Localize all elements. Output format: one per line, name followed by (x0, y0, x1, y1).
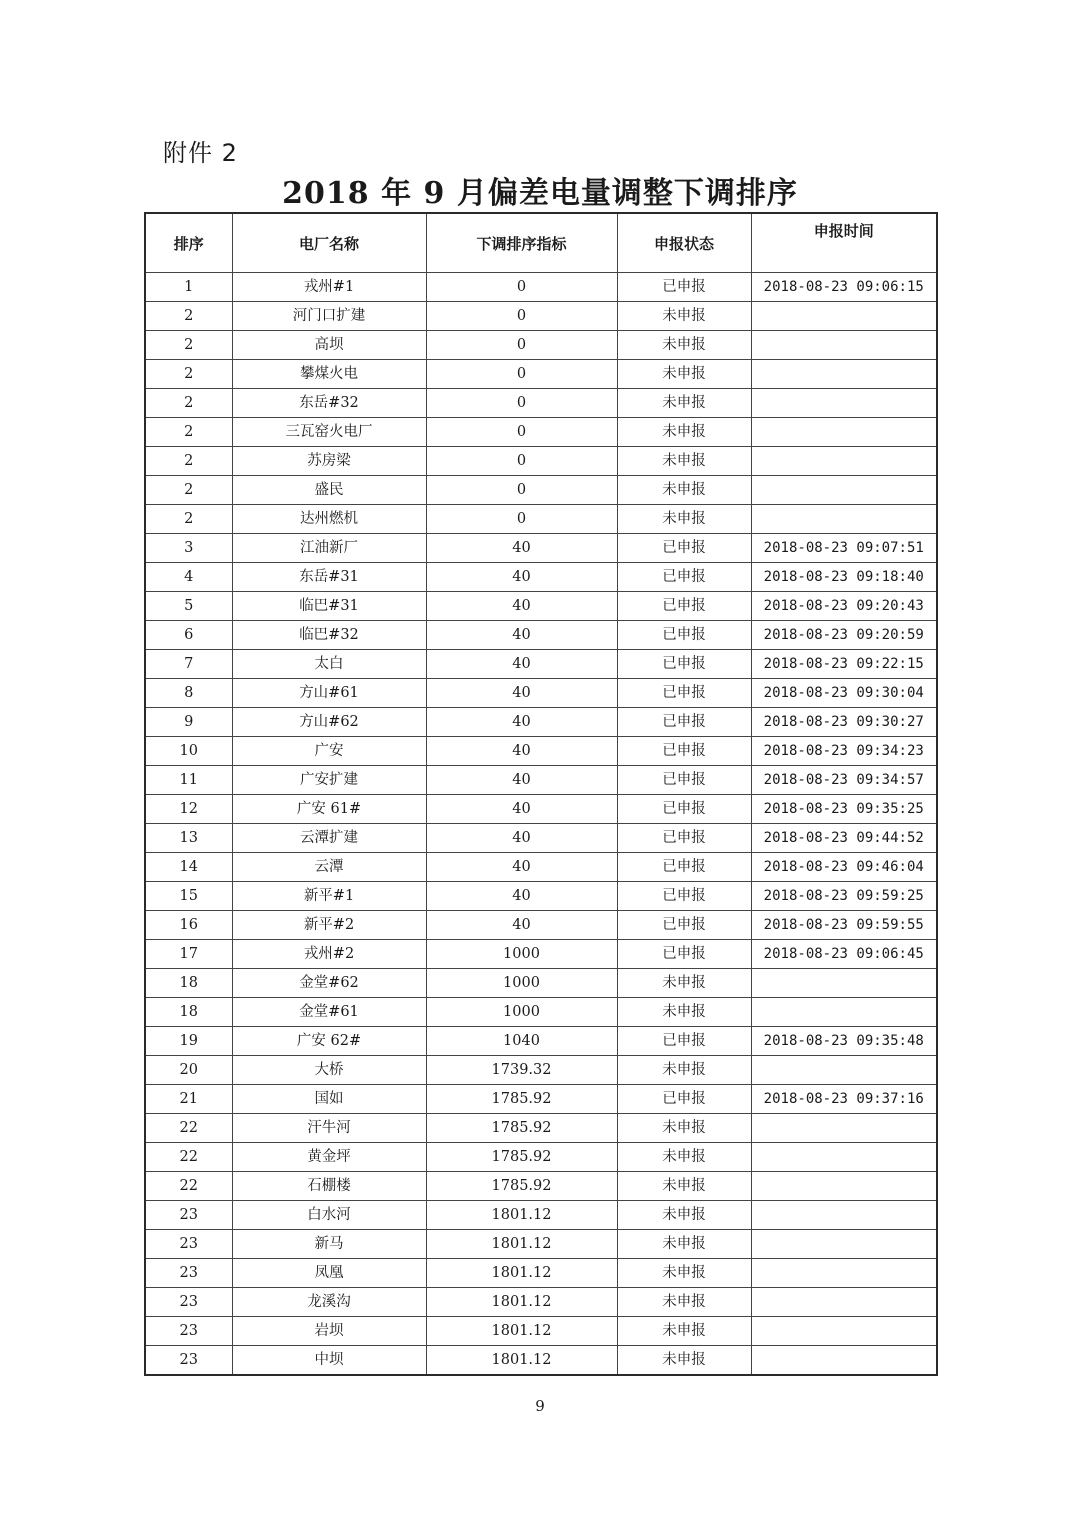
cell-index: 1801.12 (426, 1259, 617, 1288)
cell-status: 已申报 (617, 563, 751, 592)
table-row (145, 621, 937, 650)
cell-status: 未申报 (617, 998, 751, 1027)
table-row (145, 998, 937, 1027)
cell-index: 40 (426, 563, 617, 592)
cell-index: 0 (426, 418, 617, 447)
ranking-table (144, 212, 938, 1376)
cell-index: 1801.12 (426, 1346, 617, 1376)
cell-rank: 19 (145, 1027, 232, 1056)
cell-time: 2018-08-23 09:35:25 (751, 795, 937, 824)
table-row (145, 1172, 937, 1201)
cell-time (751, 1114, 937, 1143)
cell-status: 未申报 (617, 418, 751, 447)
cell-time: 2018-08-23 09:59:55 (751, 911, 937, 940)
table-row (145, 592, 937, 621)
cell-index: 1785.92 (426, 1085, 617, 1114)
cell-time: 2018-08-23 09:20:43 (751, 592, 937, 621)
cell-status: 未申报 (617, 1288, 751, 1317)
table-row (145, 505, 937, 534)
cell-plant-name: 临巴#31 (232, 592, 426, 621)
cell-index: 40 (426, 679, 617, 708)
cell-plant-name: 广安扩建 (232, 766, 426, 795)
cell-time: 2018-08-23 09:06:45 (751, 940, 937, 969)
cell-status: 已申报 (617, 592, 751, 621)
cell-index: 40 (426, 911, 617, 940)
cell-rank: 12 (145, 795, 232, 824)
cell-index: 40 (426, 650, 617, 679)
cell-plant-name: 金堂#62 (232, 969, 426, 998)
cell-time (751, 418, 937, 447)
cell-index: 0 (426, 389, 617, 418)
cell-plant-name: 广安 61# (232, 795, 426, 824)
cell-plant-name: 新马 (232, 1230, 426, 1259)
cell-rank: 10 (145, 737, 232, 766)
cell-index: 1000 (426, 940, 617, 969)
cell-plant-name: 新平#1 (232, 882, 426, 911)
cell-plant-name: 方山#62 (232, 708, 426, 737)
cell-rank: 9 (145, 708, 232, 737)
cell-plant-name: 苏房梁 (232, 447, 426, 476)
cell-time (751, 1259, 937, 1288)
column-header-status: 申报状态 (617, 213, 751, 273)
cell-index: 1801.12 (426, 1230, 617, 1259)
cell-time (751, 1201, 937, 1230)
cell-index: 40 (426, 737, 617, 766)
cell-plant-name: 三瓦窑火电厂 (232, 418, 426, 447)
cell-rank: 2 (145, 389, 232, 418)
cell-plant-name: 大桥 (232, 1056, 426, 1085)
column-header-time: 申报时间 (751, 213, 937, 273)
cell-time: 2018-08-23 09:35:48 (751, 1027, 937, 1056)
table-row (145, 737, 937, 766)
cell-index: 0 (426, 447, 617, 476)
cell-status: 已申报 (617, 708, 751, 737)
cell-rank: 23 (145, 1346, 232, 1376)
cell-index: 1739.32 (426, 1056, 617, 1085)
cell-plant-name: 岩坝 (232, 1317, 426, 1346)
cell-status: 未申报 (617, 1346, 751, 1376)
cell-time: 2018-08-23 09:37:16 (751, 1085, 937, 1114)
cell-index: 40 (426, 795, 617, 824)
cell-status: 未申报 (617, 476, 751, 505)
table-row (145, 650, 937, 679)
cell-time: 2018-08-23 09:20:59 (751, 621, 937, 650)
table-row (145, 360, 937, 389)
cell-plant-name: 龙溪沟 (232, 1288, 426, 1317)
table-row (145, 969, 937, 998)
cell-time (751, 447, 937, 476)
cell-time (751, 331, 937, 360)
table-row (145, 824, 937, 853)
cell-status: 已申报 (617, 650, 751, 679)
table-row (145, 1317, 937, 1346)
cell-time: 2018-08-23 09:07:51 (751, 534, 937, 563)
cell-rank: 2 (145, 505, 232, 534)
cell-rank: 14 (145, 853, 232, 882)
cell-rank: 20 (145, 1056, 232, 1085)
cell-plant-name: 广安 62# (232, 1027, 426, 1056)
cell-time (751, 1346, 937, 1376)
cell-status: 已申报 (617, 911, 751, 940)
cell-rank: 22 (145, 1172, 232, 1201)
cell-rank: 23 (145, 1317, 232, 1346)
table-row (145, 940, 937, 969)
cell-time: 2018-08-23 09:22:15 (751, 650, 937, 679)
page-number: 9 (535, 1397, 545, 1415)
cell-status: 未申报 (617, 1172, 751, 1201)
cell-plant-name: 国如 (232, 1085, 426, 1114)
table-row (145, 476, 937, 505)
cell-time (751, 1056, 937, 1085)
cell-index: 0 (426, 360, 617, 389)
cell-plant-name: 中坝 (232, 1346, 426, 1376)
cell-index: 40 (426, 882, 617, 911)
cell-rank: 8 (145, 679, 232, 708)
cell-time: 2018-08-23 09:59:25 (751, 882, 937, 911)
cell-index: 0 (426, 505, 617, 534)
cell-plant-name: 高坝 (232, 331, 426, 360)
cell-time: 2018-08-23 09:34:23 (751, 737, 937, 766)
cell-time: 2018-08-23 09:34:57 (751, 766, 937, 795)
cell-status: 已申报 (617, 1085, 751, 1114)
cell-rank: 13 (145, 824, 232, 853)
cell-index: 1785.92 (426, 1143, 617, 1172)
column-header-index: 下调排序指标 (426, 213, 617, 273)
cell-plant-name: 黄金坪 (232, 1143, 426, 1172)
column-header-rank: 排序 (145, 213, 232, 273)
cell-status: 已申报 (617, 795, 751, 824)
cell-plant-name: 江油新厂 (232, 534, 426, 563)
cell-index: 40 (426, 708, 617, 737)
cell-index: 0 (426, 273, 617, 302)
cell-status: 未申报 (617, 331, 751, 360)
table-row (145, 1085, 937, 1114)
cell-rank: 4 (145, 563, 232, 592)
cell-rank: 2 (145, 447, 232, 476)
cell-status: 已申报 (617, 621, 751, 650)
cell-time (751, 1230, 937, 1259)
cell-rank: 2 (145, 476, 232, 505)
cell-rank: 21 (145, 1085, 232, 1114)
table-row (145, 1346, 937, 1376)
table-row (145, 766, 937, 795)
table-row (145, 853, 937, 882)
table-row (145, 447, 937, 476)
cell-index: 40 (426, 534, 617, 563)
cell-index: 1785.92 (426, 1172, 617, 1201)
cell-status: 未申报 (617, 447, 751, 476)
column-header-plant-name: 电厂名称 (232, 213, 426, 273)
cell-rank: 2 (145, 302, 232, 331)
cell-index: 40 (426, 853, 617, 882)
cell-index: 40 (426, 766, 617, 795)
cell-rank: 7 (145, 650, 232, 679)
cell-index: 1000 (426, 969, 617, 998)
cell-rank: 11 (145, 766, 232, 795)
cell-status: 未申报 (617, 360, 751, 389)
cell-index: 0 (426, 331, 617, 360)
cell-status: 未申报 (617, 1317, 751, 1346)
table-row (145, 1230, 937, 1259)
table-row (145, 795, 937, 824)
cell-time (751, 969, 937, 998)
table-row (145, 273, 937, 302)
cell-time (751, 998, 937, 1027)
cell-status: 已申报 (617, 679, 751, 708)
cell-rank: 1 (145, 273, 232, 302)
cell-status: 已申报 (617, 534, 751, 563)
cell-rank: 22 (145, 1114, 232, 1143)
cell-plant-name: 河门口扩建 (232, 302, 426, 331)
cell-time (751, 1317, 937, 1346)
cell-status: 已申报 (617, 940, 751, 969)
cell-status: 已申报 (617, 882, 751, 911)
cell-rank: 2 (145, 418, 232, 447)
cell-time: 2018-08-23 09:30:27 (751, 708, 937, 737)
cell-plant-name: 汗牛河 (232, 1114, 426, 1143)
cell-time: 2018-08-23 09:30:04 (751, 679, 937, 708)
cell-status: 未申报 (617, 1259, 751, 1288)
cell-time (751, 302, 937, 331)
table-row (145, 563, 937, 592)
cell-rank: 23 (145, 1259, 232, 1288)
cell-time (751, 1288, 937, 1317)
cell-plant-name: 戎州#2 (232, 940, 426, 969)
cell-time: 2018-08-23 09:06:15 (751, 273, 937, 302)
table-row (145, 331, 937, 360)
cell-status: 未申报 (617, 1230, 751, 1259)
cell-status: 未申报 (617, 1201, 751, 1230)
cell-status: 未申报 (617, 969, 751, 998)
cell-time (751, 1172, 937, 1201)
cell-rank: 18 (145, 969, 232, 998)
cell-status: 未申报 (617, 389, 751, 418)
cell-rank: 23 (145, 1288, 232, 1317)
table-row (145, 708, 937, 737)
cell-status: 已申报 (617, 824, 751, 853)
cell-index: 1000 (426, 998, 617, 1027)
cell-rank: 15 (145, 882, 232, 911)
table-row (145, 1201, 937, 1230)
cell-status: 未申报 (617, 1143, 751, 1172)
cell-rank: 18 (145, 998, 232, 1027)
table-row (145, 389, 937, 418)
cell-plant-name: 盛民 (232, 476, 426, 505)
cell-plant-name: 东岳#32 (232, 389, 426, 418)
cell-index: 1801.12 (426, 1288, 617, 1317)
table-row (145, 679, 937, 708)
cell-rank: 3 (145, 534, 232, 563)
cell-time: 2018-08-23 09:18:40 (751, 563, 937, 592)
table-row (145, 1143, 937, 1172)
cell-rank: 23 (145, 1230, 232, 1259)
cell-rank: 2 (145, 331, 232, 360)
cell-plant-name: 白水河 (232, 1201, 426, 1230)
cell-plant-name: 石棚楼 (232, 1172, 426, 1201)
cell-status: 未申报 (617, 1056, 751, 1085)
page-title: 2018 年 9 月偏差电量调整下调排序 (282, 176, 798, 211)
cell-index: 0 (426, 476, 617, 505)
table-row (145, 418, 937, 447)
cell-plant-name: 东岳#31 (232, 563, 426, 592)
cell-rank: 2 (145, 360, 232, 389)
table-row (145, 1114, 937, 1143)
cell-rank: 6 (145, 621, 232, 650)
table-row (145, 1056, 937, 1085)
attachment-label: 附件 2 (163, 139, 238, 167)
cell-plant-name: 攀煤火电 (232, 360, 426, 389)
cell-plant-name: 达州燃机 (232, 505, 426, 534)
cell-plant-name: 临巴#32 (232, 621, 426, 650)
table-header-row (145, 213, 937, 273)
cell-rank: 23 (145, 1201, 232, 1230)
table-row (145, 911, 937, 940)
table-row (145, 1027, 937, 1056)
cell-status: 已申报 (617, 853, 751, 882)
cell-rank: 17 (145, 940, 232, 969)
cell-index: 1801.12 (426, 1317, 617, 1346)
cell-rank: 5 (145, 592, 232, 621)
table-row (145, 302, 937, 331)
cell-index: 40 (426, 621, 617, 650)
cell-plant-name: 新平#2 (232, 911, 426, 940)
cell-index: 40 (426, 592, 617, 621)
cell-index: 40 (426, 824, 617, 853)
cell-rank: 22 (145, 1143, 232, 1172)
table-row (145, 1288, 937, 1317)
cell-status: 未申报 (617, 1114, 751, 1143)
cell-plant-name: 方山#61 (232, 679, 426, 708)
cell-status: 未申报 (617, 505, 751, 534)
table-row (145, 1259, 937, 1288)
cell-plant-name: 戎州#1 (232, 273, 426, 302)
cell-index: 1040 (426, 1027, 617, 1056)
cell-plant-name: 太白 (232, 650, 426, 679)
cell-time (751, 360, 937, 389)
table-row (145, 882, 937, 911)
cell-status: 已申报 (617, 1027, 751, 1056)
cell-index: 1785.92 (426, 1114, 617, 1143)
cell-status: 已申报 (617, 766, 751, 795)
cell-status: 已申报 (617, 273, 751, 302)
cell-time: 2018-08-23 09:44:52 (751, 824, 937, 853)
cell-plant-name: 云潭 (232, 853, 426, 882)
cell-index: 0 (426, 302, 617, 331)
cell-plant-name: 凤凰 (232, 1259, 426, 1288)
table-body (145, 273, 937, 1376)
cell-time (751, 505, 937, 534)
cell-plant-name: 金堂#61 (232, 998, 426, 1027)
cell-time (751, 1143, 937, 1172)
cell-plant-name: 云潭扩建 (232, 824, 426, 853)
table-row (145, 534, 937, 563)
cell-status: 未申报 (617, 302, 751, 331)
cell-status: 已申报 (617, 737, 751, 766)
cell-rank: 16 (145, 911, 232, 940)
cell-plant-name: 广安 (232, 737, 426, 766)
cell-time: 2018-08-23 09:46:04 (751, 853, 937, 882)
cell-time (751, 476, 937, 505)
cell-index: 1801.12 (426, 1201, 617, 1230)
cell-time (751, 389, 937, 418)
